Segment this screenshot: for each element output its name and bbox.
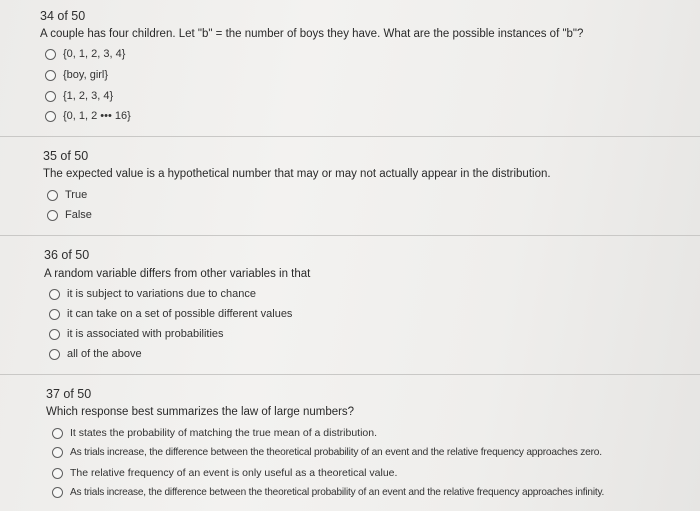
option-label: {boy, girl}	[63, 69, 109, 81]
option-label: False	[65, 209, 92, 221]
question-36-text: A random variable differs from other variables in that	[44, 268, 311, 280]
radio-button[interactable]	[49, 329, 60, 340]
question-37-text: Which response best summarizes the law of large numbers?	[46, 406, 355, 418]
question-34-option-3[interactable]	[45, 90, 113, 102]
question-36-option-2[interactable]	[49, 308, 292, 320]
question-36-option-1[interactable]	[49, 288, 256, 300]
option-label: it can take on a set of possible different values	[67, 308, 293, 320]
radio-button[interactable]	[47, 190, 58, 201]
question-37-number: 37 of 50	[46, 387, 92, 401]
radio-button[interactable]	[49, 309, 60, 320]
radio-button[interactable]	[45, 70, 56, 81]
section-divider	[0, 374, 700, 375]
question-37-option-2[interactable]	[52, 447, 602, 458]
radio-button[interactable]	[45, 49, 56, 60]
question-37-option-1[interactable]	[52, 427, 377, 439]
question-34-text: A couple has four children. Let "b" = the number of boys they have. What are the possible instances of "b"?	[40, 28, 584, 40]
question-34-option-4[interactable]	[45, 110, 131, 122]
radio-button[interactable]	[52, 447, 63, 458]
radio-button[interactable]	[52, 428, 63, 439]
option-label: It states the probability of matching the true mean of a distribution.	[70, 427, 378, 439]
option-label: True	[65, 189, 88, 201]
option-label: The relative frequency of an event is only useful as a theoretical value.	[70, 467, 398, 479]
section-divider	[0, 235, 700, 236]
question-36-option-4[interactable]	[49, 348, 142, 360]
option-label: all of the above	[67, 348, 142, 360]
radio-button[interactable]	[52, 468, 63, 479]
question-36-number: 36 of 50	[44, 248, 90, 262]
option-label: {0, 1, 2, 3, 4}	[63, 48, 126, 60]
question-34-option-2[interactable]	[45, 69, 108, 81]
radio-button[interactable]	[52, 487, 63, 498]
question-34-number: 34 of 50	[40, 9, 86, 23]
radio-button[interactable]	[47, 210, 58, 221]
option-label: As trials increase, the difference between the theoretical probability of an event and the relative frequency approaches zero.	[70, 447, 602, 458]
question-37-option-3[interactable]	[52, 467, 397, 479]
option-label: As trials increase, the difference between the theoretical probability of an event and the relative frequency approaches infinity.	[70, 487, 605, 498]
question-36-option-3[interactable]	[49, 328, 224, 340]
option-label: it is associated with probabilities	[67, 328, 224, 340]
question-35-option-1[interactable]	[47, 189, 87, 201]
section-divider	[0, 136, 700, 137]
question-37-option-4[interactable]	[52, 487, 604, 498]
radio-button[interactable]	[49, 349, 60, 360]
option-label: {1, 2, 3, 4}	[63, 90, 114, 102]
radio-button[interactable]	[45, 111, 56, 122]
question-35-option-2[interactable]	[47, 209, 92, 221]
question-35-text: The expected value is a hypothetical number that may or may not actually appear in the distribution.	[43, 168, 551, 180]
option-label: {0, 1, 2 ••• 16}	[63, 110, 131, 122]
question-34-option-1[interactable]	[45, 48, 125, 60]
radio-button[interactable]	[45, 91, 56, 102]
radio-button[interactable]	[49, 289, 60, 300]
option-label: it is subject to variations due to chance	[67, 288, 256, 300]
question-35-number: 35 of 50	[43, 149, 89, 163]
